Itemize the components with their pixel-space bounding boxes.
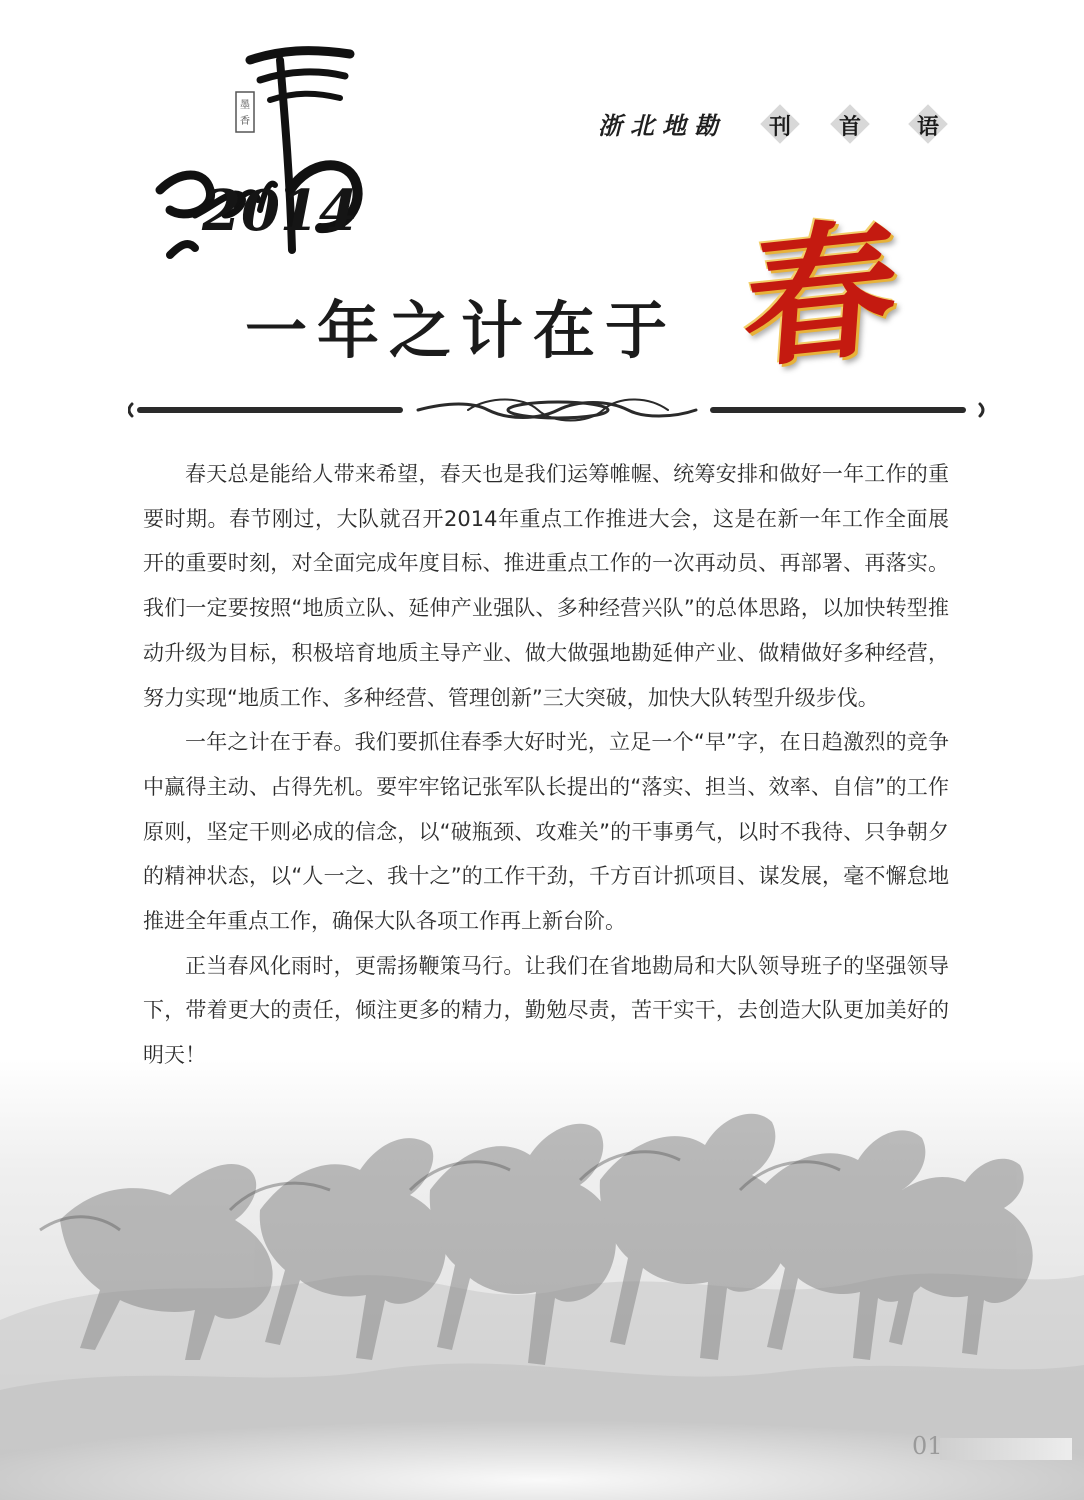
article-body [143, 452, 949, 1078]
column-header [590, 102, 970, 146]
logo-seal-char-1: 墨 [240, 100, 250, 111]
article-title [245, 286, 765, 376]
publication-name: 浙北地勘 [598, 111, 726, 140]
title-main: 一年之计在于 [245, 294, 678, 367]
spring-character-decoration [726, 200, 916, 390]
column-char-badge [828, 102, 872, 146]
year-calligraphy-logo [140, 40, 400, 280]
body-paragraph: 春天总是能给人带来希望，春天也是我们运筹帷幄、统筹安排和做好一年工作的重要时期。春节刚过，大队就召开2014年重点工作推进大会，这是在新一年工作全面展开的重要时刻，对全面完成年度目标、推进重点工作的一次再动员、再部署、再落实。我们一定要按照“地质立队、延伸产业强队、多种经营兴队”的总体思路，以加快转型推动升级为目标，积极培育地质主导产业、做大做强地勘延伸产业、做精做好多种经营，努力实现“地质工作、多种经营、管理创新”三大突破，加快大队转型升级步伐。 [143, 462, 949, 710]
logo-seal-char-2: 香 [240, 116, 250, 127]
body-paragraph: 一年之计在于春。我们要抓住春季大好时光，立足一个“早”字，在日趋激烈的竞争中赢得主动、占得先机。要牢牢铭记张军队长提出的“落实、担当、效率、自信”的工作原则，坚定干则必成的信念，以“破瓶颈、攻难关”的干事勇气，以时不我待、只争朝夕的精神状态，以“人一之、我十之”的工作干劲，千方百计抓项目、谋发展，毫不懈怠地推进全年重点工作，确保大队各项工作再上新台阶。 [143, 730, 949, 934]
body-paragraph: 正当春风化雨时，更需扬鞭策马行。让我们在省地勘局和大队领导班子的坚强领导下，带着更大的责任，倾注更多的精力，勤勉尽责，苦干实干，去创造大队更加美好的明天！ [143, 953, 949, 1068]
page-number: 01 [912, 1432, 943, 1460]
title-highlight-char: 春 [738, 199, 904, 391]
column-char: 刊 [768, 114, 791, 140]
page-number-tab [912, 1428, 1072, 1468]
column-char: 语 [916, 114, 939, 140]
logo-year: 2014 [202, 178, 358, 244]
column-char-badge [906, 102, 950, 146]
page-number-bar [940, 1438, 1072, 1460]
column-char-badge [758, 102, 802, 146]
column-char: 首 [838, 114, 861, 140]
ornamental-divider [128, 392, 988, 428]
